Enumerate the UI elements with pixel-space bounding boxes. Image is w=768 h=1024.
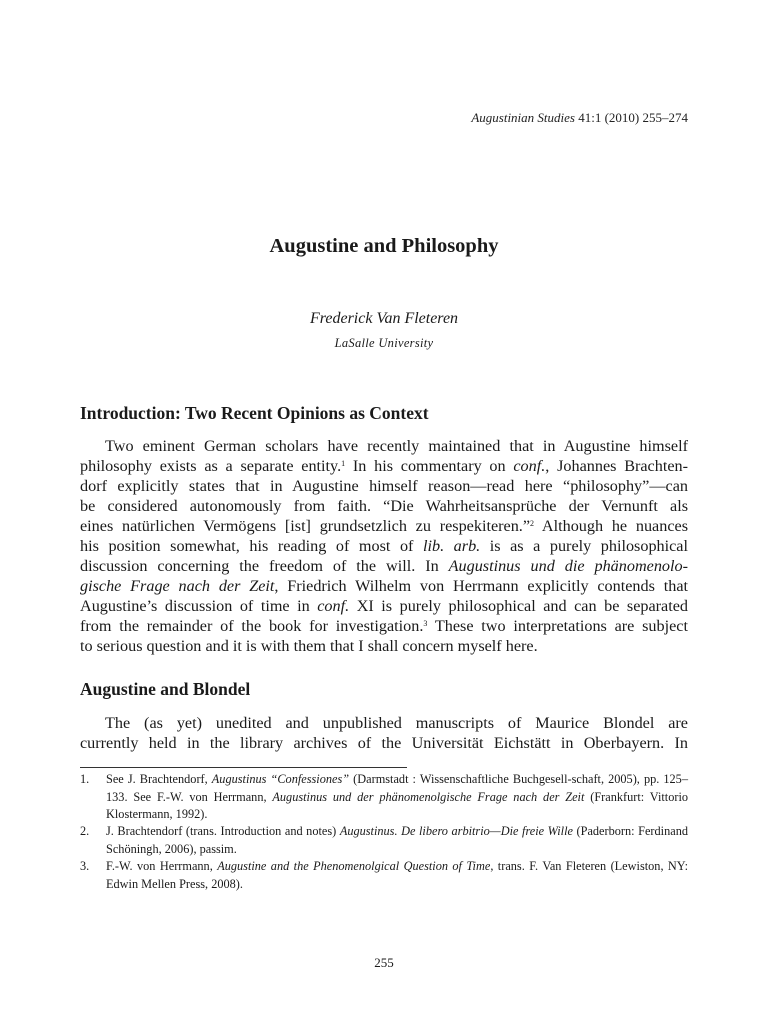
text-line: Two eminent German scholars have recently maintained that in Augustine himself (105, 437, 688, 455)
footnote-number: 3. (80, 859, 90, 873)
text-line: philosophy exists as a separate entity.$^1$ In his commentary on conf., Johannes Brachten- (80, 457, 689, 475)
section-heading-blondel: Augustine and Blondel (80, 679, 251, 699)
author-affiliation: LaSalle University (334, 336, 434, 350)
page-number: 255 (374, 955, 394, 970)
text-line: currently held in the library archives of the Universität Eichstätt in Oberbayern. In (80, 734, 688, 752)
section-heading-introduction: Introduction: Two Recent Opinions as Context (80, 403, 429, 423)
text-line: from the remainder of the book for investigation.$^3$ These two interpretations are subject (80, 617, 688, 635)
footnote-2 (80, 823, 688, 858)
text-line: Augustine’s discussion of time in conf. XI is purely philosophical and can be separated (80, 597, 689, 615)
footnote-text: J. Brachtendorf (trans. Introduction and notes) Augustinus. De libero arbitrio—Die freie Wille (Paderborn: Ferdinand Schöningh, 2006), passim. (106, 824, 688, 856)
text-line: to serious question and it is with them that I shall concern myself here. (80, 637, 538, 655)
footnote-number: 1. (80, 772, 90, 786)
article-title: Augustine and Philosophy (269, 235, 499, 257)
footnote-divider (80, 767, 407, 768)
text-line: his position somewhat, his reading of most of lib. arb. is as a purely philosophical (80, 537, 688, 555)
footnote-ref-2[interactable]: 2 (530, 519, 535, 528)
journal-citation: 41:1 (2010) 255–274 (578, 110, 688, 125)
running-head (471, 110, 688, 126)
text-line: The (as yet) unedited and unpublished manuscripts of Maurice Blondel are (105, 714, 688, 732)
footnote-ref-1[interactable]: 1 (341, 459, 346, 468)
footnote-text: See J. Brachtendorf, Augustinus “Confessiones” (Darmstadt : Wissenschaftliche Buchgesell-schaft, 2005), pp. 125–133. See F.-W. von Herrmann, Augustinus und der phänomenolgische Frage nach der Zeit (Frankfurt: Vittorio Klostermann, 1992). (106, 772, 689, 821)
footnote-1 (80, 771, 688, 824)
text-line: discussion concerning the freedom of the will. In Augustinus und die phänomenolo- (80, 557, 688, 575)
journal-name: Augustinian Studies (471, 110, 575, 125)
footnote-3 (80, 858, 688, 893)
text-line: be considered autonomously from faith. “Die Wahrheitsansprüche der Vernunft als (80, 497, 688, 515)
text-line: dorf explicitly states that in Augustine himself reason—read here “philosophy”—can (80, 477, 688, 495)
footnote-number: 2. (80, 824, 90, 838)
text-line: gische Frage nach der Zeit, Friedrich Wilhelm von Herrmann explicitly contends that (80, 577, 689, 595)
footnote-ref-3[interactable]: 3 (423, 619, 428, 628)
author-name: Frederick Van Fleteren (309, 310, 459, 327)
footnote-text: F.-W. von Herrmann, Augustine and the Phenomenolgical Question of Time, trans. F. Van Fleteren (Lewiston, NY: Edwin Mellen Press, 2008). (106, 859, 688, 891)
text-line: eines natürlichen Vermögens [ist] grundsetzlich zu respekiteren.”$^2$ Although he nuances (80, 517, 688, 535)
